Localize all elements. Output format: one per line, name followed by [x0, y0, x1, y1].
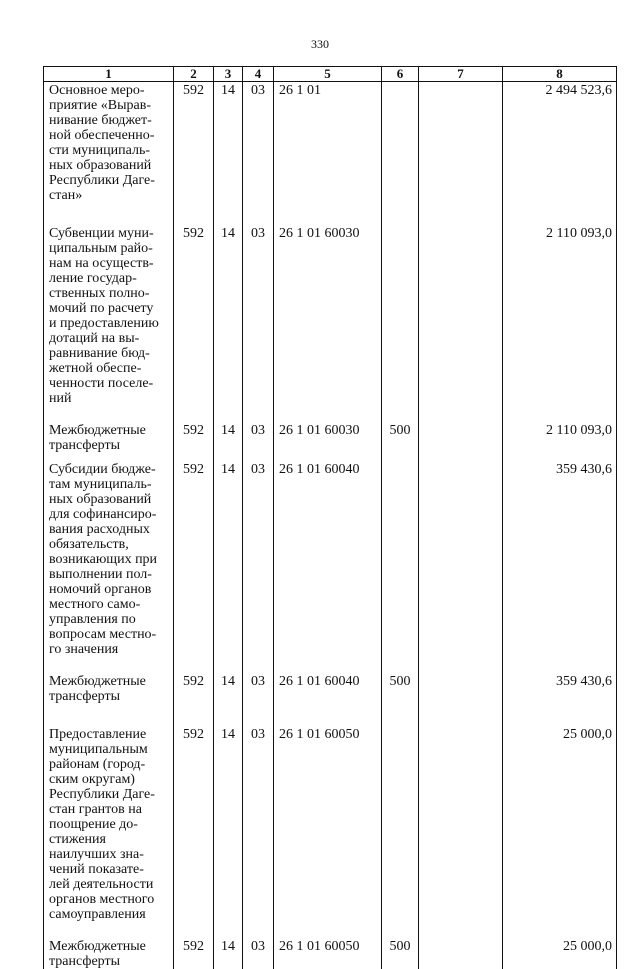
row-col-4: 03: [243, 673, 274, 726]
row-name-line: трансферты: [49, 438, 171, 453]
row-name: [44, 726, 174, 938]
row-name-line: Межбюджетные: [49, 939, 171, 954]
row-col-3: 14: [214, 938, 243, 969]
row-name-line: нивание бюджет-: [49, 113, 171, 128]
row-name-line: там муниципаль-: [49, 477, 171, 492]
row-name-line: ных образований: [49, 492, 171, 507]
row-col-2: 592: [174, 726, 214, 938]
table-row: [44, 422, 617, 461]
row-name-line: сти муниципаль-: [49, 143, 171, 158]
row-col-3: 14: [214, 726, 243, 938]
row-name-line: Субвенции муни-: [49, 226, 171, 241]
row-col-6: [382, 726, 419, 938]
row-name-line: Основное меро-: [49, 83, 171, 98]
header-col-8: 8: [503, 67, 617, 82]
row-name-line: для софинансиро-: [49, 507, 171, 522]
row-col-7: [419, 673, 503, 726]
row-name-line: лей деятельности: [49, 877, 171, 892]
table-row: [44, 673, 617, 726]
row-name-line: Субсидии бюдже-: [49, 462, 171, 477]
row-name-line: нам на осуществ-: [49, 256, 171, 271]
row-name-line: Республики Даге-: [49, 173, 171, 188]
row-col-3: 14: [214, 225, 243, 422]
row-col-4: 03: [243, 82, 274, 226]
row-name-line: трансферты: [49, 689, 171, 704]
row-col-7: [419, 82, 503, 226]
row-name-line: наилучших зна-: [49, 847, 171, 862]
row-name-line: Межбюджетные: [49, 423, 171, 438]
row-col-4: 03: [243, 225, 274, 422]
row-name-line: районам (город-: [49, 757, 171, 772]
row-col-4: 03: [243, 461, 274, 673]
row-col-5: 26 1 01 60050: [274, 938, 382, 969]
row-name-line: трансферты: [49, 954, 171, 969]
row-name-line: стан»: [49, 188, 171, 203]
table-row: [44, 938, 617, 969]
row-name-line: стижения: [49, 832, 171, 847]
row-col-2: 592: [174, 673, 214, 726]
row-col-5: 26 1 01 60040: [274, 461, 382, 673]
header-col-2: 2: [174, 67, 214, 82]
row-name: [44, 422, 174, 461]
row-name-line: го значения: [49, 642, 171, 657]
row-name-line: стан грантов на: [49, 802, 171, 817]
row-name-line: вопросам местно-: [49, 627, 171, 642]
row-col-3: 14: [214, 82, 243, 226]
row-col-2: 592: [174, 461, 214, 673]
row-name-line: ским округам): [49, 772, 171, 787]
row-name-line: возникающих при: [49, 552, 171, 567]
row-col-5: 26 1 01 60040: [274, 673, 382, 726]
row-col-7: [419, 225, 503, 422]
header-row: [44, 67, 617, 82]
header-col-7: 7: [419, 67, 503, 82]
row-name-line: приятие «Вырав-: [49, 98, 171, 113]
row-name-line: управления по: [49, 612, 171, 627]
row-name: [44, 82, 174, 226]
row-col-6: 500: [382, 938, 419, 969]
row-col-5: 26 1 01 60030: [274, 422, 382, 461]
header-col-3: 3: [214, 67, 243, 82]
row-name-line: ственных полно-: [49, 286, 171, 301]
row-name-line: ченности поселе-: [49, 376, 171, 391]
row-name: [44, 673, 174, 726]
row-name: [44, 938, 174, 969]
row-name-line: обязательств,: [49, 537, 171, 552]
row-col-6: [382, 225, 419, 422]
header-col-1: 1: [44, 67, 174, 82]
row-name-line: Межбюджетные: [49, 674, 171, 689]
row-col-8: 359 430,6: [503, 673, 617, 726]
row-name-line: равнивание бюд-: [49, 346, 171, 361]
row-col-3: 14: [214, 673, 243, 726]
row-col-5: 26 1 01: [274, 82, 382, 226]
row-col-7: [419, 422, 503, 461]
row-name-line: самоуправления: [49, 907, 171, 922]
row-col-8: 2 110 093,0: [503, 225, 617, 422]
row-col-7: [419, 461, 503, 673]
row-col-5: 26 1 01 60030: [274, 225, 382, 422]
row-col-2: 592: [174, 225, 214, 422]
row-col-2: 592: [174, 938, 214, 969]
row-name-line: ной обеспеченно-: [49, 128, 171, 143]
row-col-4: 03: [243, 938, 274, 969]
row-name-line: Республики Даге-: [49, 787, 171, 802]
row-name-line: Предоставление: [49, 727, 171, 742]
row-name-line: дотаций на вы-: [49, 331, 171, 346]
budget-table: [43, 66, 617, 969]
row-col-2: 592: [174, 82, 214, 226]
row-name-line: номочий органов: [49, 582, 171, 597]
row-name-line: вания расходных: [49, 522, 171, 537]
row-name-line: и предоставлению: [49, 316, 171, 331]
row-col-5: 26 1 01 60050: [274, 726, 382, 938]
row-col-6: [382, 82, 419, 226]
row-name-line: ципальным райо-: [49, 241, 171, 256]
row-name: [44, 225, 174, 422]
table-row: [44, 82, 617, 226]
page-number: 330: [0, 37, 640, 52]
row-col-7: [419, 726, 503, 938]
row-col-8: 25 000,0: [503, 938, 617, 969]
header-col-5: 5: [274, 67, 382, 82]
row-col-8: 25 000,0: [503, 726, 617, 938]
row-col-3: 14: [214, 422, 243, 461]
row-name-line: чений показате-: [49, 862, 171, 877]
row-name-line: муниципальным: [49, 742, 171, 757]
row-col-2: 592: [174, 422, 214, 461]
row-name-line: местного само-: [49, 597, 171, 612]
row-name: [44, 461, 174, 673]
row-name-line: выполнении пол-: [49, 567, 171, 582]
row-name-line: органов местного: [49, 892, 171, 907]
row-name-line: жетной обеспе-: [49, 361, 171, 376]
row-col-8: 2 494 523,6: [503, 82, 617, 226]
row-col-3: 14: [214, 461, 243, 673]
row-col-8: 2 110 093,0: [503, 422, 617, 461]
row-col-7: [419, 938, 503, 969]
table-body: [44, 82, 617, 969]
table-row: [44, 461, 617, 673]
row-name-line: ных образований: [49, 158, 171, 173]
row-name-line: мочий по расчету: [49, 301, 171, 316]
row-name-line: ний: [49, 391, 171, 406]
header-col-4: 4: [243, 67, 274, 82]
row-name-line: ление государ-: [49, 271, 171, 286]
table-row: [44, 225, 617, 422]
row-col-6: 500: [382, 422, 419, 461]
table-row: [44, 726, 617, 938]
row-col-8: 359 430,6: [503, 461, 617, 673]
row-col-6: 500: [382, 673, 419, 726]
row-name-line: поощрение до-: [49, 817, 171, 832]
row-col-6: [382, 461, 419, 673]
row-col-4: 03: [243, 422, 274, 461]
header-col-6: 6: [382, 67, 419, 82]
row-col-4: 03: [243, 726, 274, 938]
